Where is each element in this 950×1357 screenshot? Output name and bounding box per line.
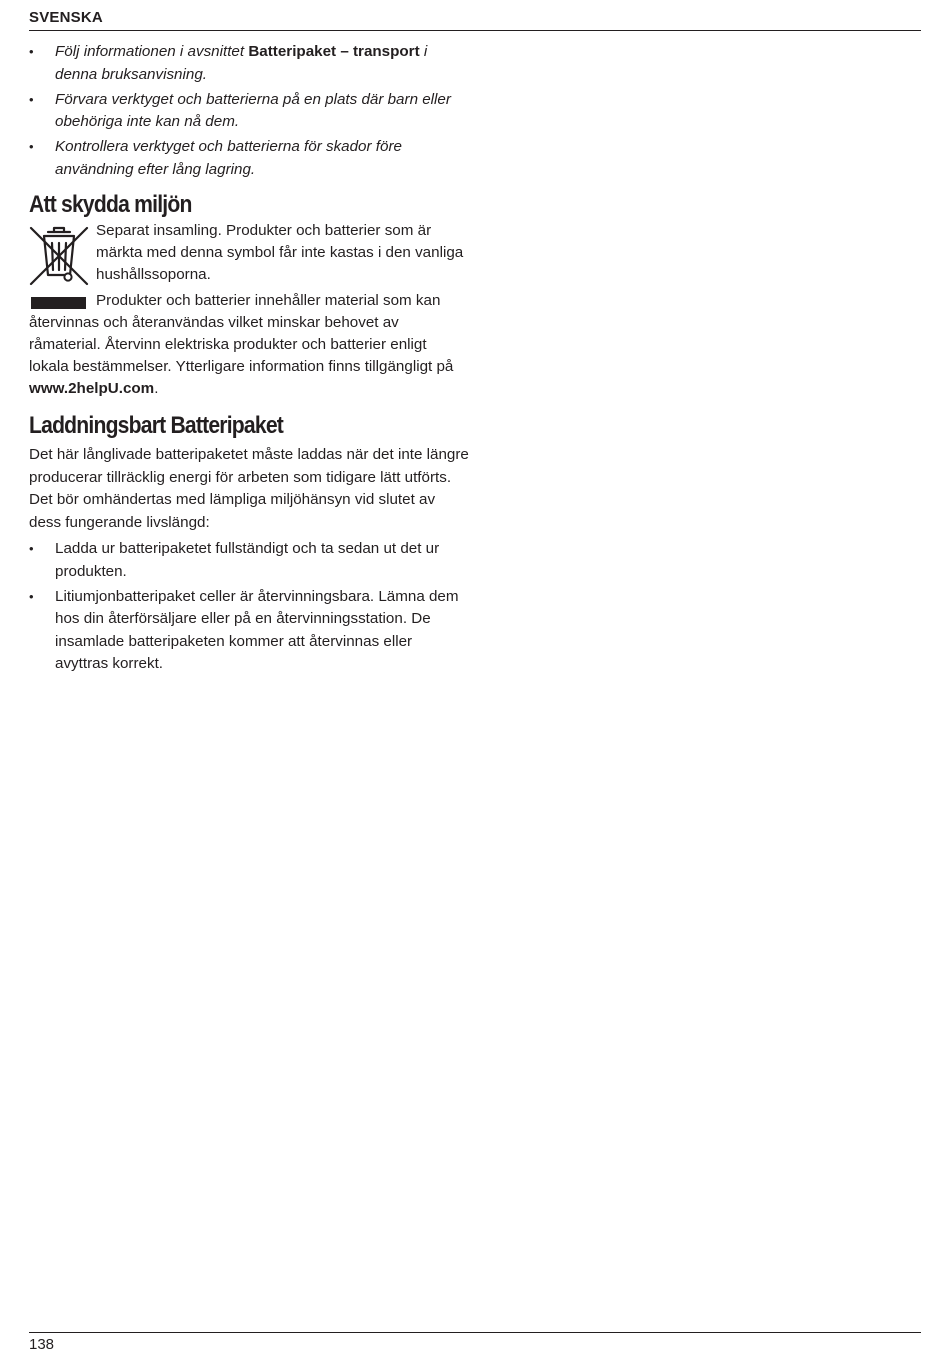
crossed-out-wheelie-bin-icon bbox=[29, 225, 89, 287]
separate-collection-text: Separat insamling. Produkter och batterier som är märkta med denna symbol får inte kastas i den vanliga hushållssoporna. bbox=[96, 222, 464, 283]
environment-heading: Att skydda miljön bbox=[29, 191, 192, 218]
footer-rule bbox=[29, 1332, 921, 1333]
bullet-marker: • bbox=[29, 541, 34, 556]
list-item bbox=[29, 136, 469, 181]
bullet-marker: • bbox=[29, 44, 34, 59]
list-item-text: Litiumjonbatteripaket celler är återvinningsbara. Lämna dem hos din återförsäljare eller på en återvinningsstation. De insamlade batteripaketen kommer att återvinnas eller avyttras korrekt. bbox=[55, 587, 459, 672]
header-language: SVENSKA bbox=[29, 9, 103, 26]
battery-section bbox=[29, 444, 469, 678]
bullet-marker: • bbox=[29, 139, 34, 154]
storage-bullet-list bbox=[29, 41, 469, 181]
list-item-text-bold: Batteripaket – transport bbox=[248, 43, 420, 60]
list-item-text: Förvara verktyget och batterierna på en plats där barn eller obehöriga inte kan nå dem. bbox=[55, 90, 451, 130]
list-item-text: Kontrollera verktyget och batterierna för skador före användning efter lång lagring. bbox=[55, 138, 402, 178]
list-item-text-post: i denna bruksanvisning. bbox=[55, 43, 428, 83]
page-number: 138 bbox=[29, 1336, 55, 1353]
list-item bbox=[29, 538, 469, 583]
website-link[interactable]: www.2helpU.com bbox=[29, 380, 155, 397]
list-item bbox=[29, 586, 469, 676]
bullet-marker: • bbox=[29, 91, 34, 107]
bullet-marker: • bbox=[29, 588, 34, 604]
list-item bbox=[29, 41, 469, 86]
list-item-text-pre: Följ informationen i avsnittet bbox=[55, 43, 249, 60]
header-rule bbox=[29, 30, 921, 31]
recycle-text: Produkter och batterier innehåller material som kan återvinnas och återanvändas vilket minskar behovet av råmaterial. Återvinn elektriska produkter och batterier enligt lokala bestämmelser. Ytterligare information finns tillgängligt på bbox=[29, 292, 454, 375]
battery-heading: Laddningsbart Batteripaket bbox=[29, 412, 284, 439]
list-item-text: Ladda ur batteripaketet fullständigt och ta sedan ut det ur produkten. bbox=[55, 540, 440, 580]
list-item bbox=[29, 89, 469, 134]
battery-bullet-list bbox=[29, 538, 469, 676]
battery-intro: Det här långlivade batteripaketet måste laddas när det inte längre producerar tillräcklig energi för arbeten som tidigare lätt utförts. Det bör omhändertas med lämpliga miljöhänsyn vid slutet av dess fungerande livslängd: bbox=[29, 446, 469, 531]
recycle-paragraph bbox=[29, 290, 469, 400]
recycle-end: . bbox=[154, 380, 159, 397]
storage-section bbox=[29, 41, 469, 184]
